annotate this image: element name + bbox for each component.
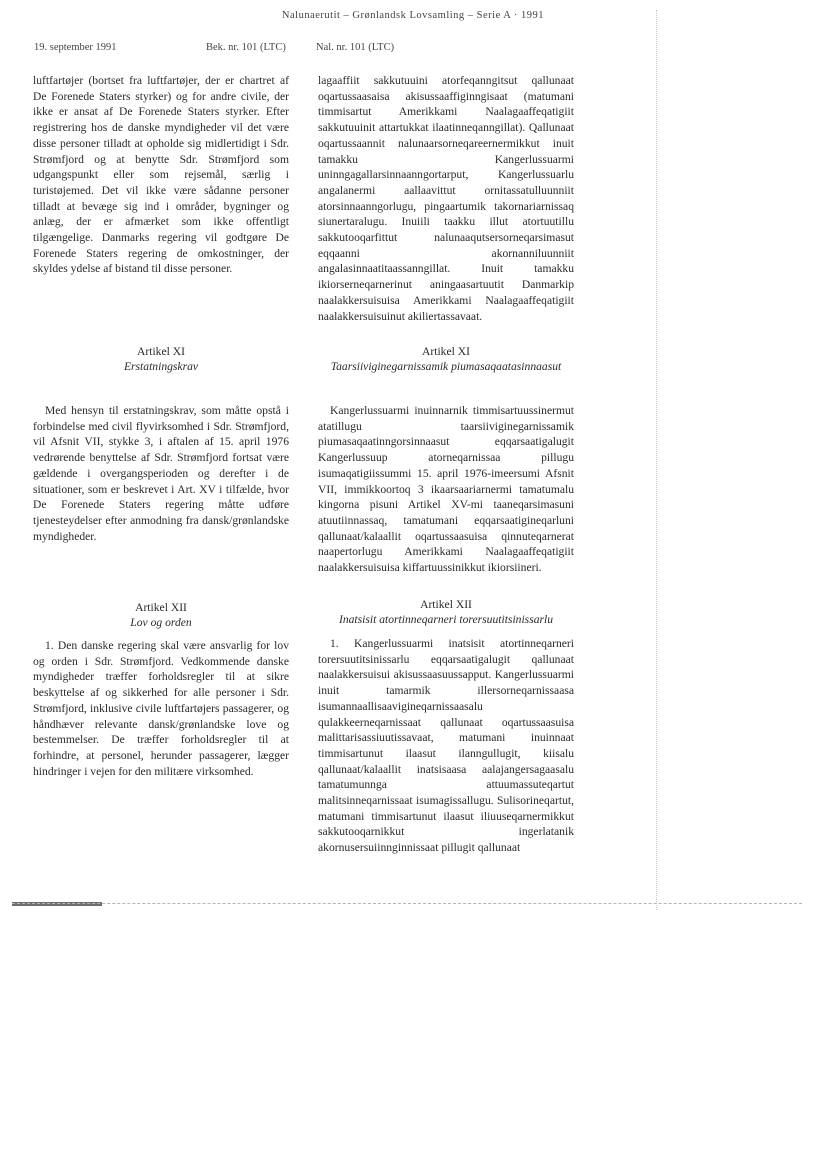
left-article-12-title: Artikel XII [135, 601, 187, 614]
right-article-12-body [318, 636, 574, 856]
right-intro-paragraph: lagaaffiit sakkutuuini atorfeqanngitsut qallunaat oqartussaasaisa akisussaaffiginngisaat (matumani timmisartut Amerikkami Naalagaaffeqatigiit sakkutuuinit attartukkat ilaatinneqanngillat). Qallunaat oqartussaannit nalunaarsorneqareernermikkut inuit tamakku Kangerlussuarmi uninngagallarsinnaanngortarput, Kangerlussuarlu angalanermi aallaavittut ornitassatulluunniit atorsinnaanngorlugu, pingaartumik takornariarnissaq siunertaralugu. Inuiili taakku illut atortuutillu sakkutooqarfittut nalunaaqutsersorneqarsimasut eqqaanni akornanniluunniit angalasinnaatitaassanngillat. Inuit tamakku ikiorserneqarnerinut aningaasartuutit Danmarkip naalakkersuisuisa Amerikkami Naalagaaffeqatigiit naalakkersuisuinut akiliertassavaat. [318, 74, 574, 323]
publication-date: 19. september 1991 [34, 42, 117, 53]
left-article-11-subtitle: Erstatningskrav [123, 360, 199, 373]
page-bottom-rule [12, 903, 802, 905]
right-article-11-text: Kangerlussuarmi inuinnarnik timmisartuussinermut atatillugu taarsiiviginegarnissamik piumasaqaatinngorsinnaasut eqqarsaatigalugit Kangerlussuup atorneqarnissaa pillugu isumaqatigiissummi 15. april 1976-imeersumi Afsnit VII, immikkoortoq 3 ikaarsaariarnermi tamatumalu kingorna pisuni Artikel XV-mi taaneqarsimasuni atuutiinnassaq, tamatumani eqqarsaatigineqarluni qallunaat/kalaallit oqartussaasuisa qinnuteqarnerat naapertorlugu Amerikkami Naalagaaffeqatigiit naalakkersuisuisa kiffartuussinikkut ikiorsiineri. [318, 404, 574, 575]
left-intro-paragraph: luftfartøjer (bortset fra luftfartøjer, der er chartret af De Forenede Staters styrker) og for andre civile, der ikke er ansat af De Forenede Staters styrker. Efter registrering hos de danske myndigheder vil det være disse personer tilladt at opholde sig midlertidigt i Sdr. Strømfjord og at benytte Sdr. Strømfjord som udgangspunkt eller som rejsemål, særlig i turistøjemed. Det vil ikke være sådanne personer tilladt at bevæge sig ind i områder, bygninger og anlæg, der er afmærket som ikke offentligt tilgængelige. Danmarks regering vil godtgøre De Forenede Staters regering de omkostninger, der skyldes ydelse af bistand til disse personer. [33, 74, 289, 276]
page-edge-marks [646, 10, 657, 910]
right-article-11-heading [318, 344, 574, 374]
right-column-intro [318, 73, 574, 324]
right-article-12-subtitle: Inatsisit atortinneqarneri torersuutitsinissarlu [338, 613, 554, 626]
right-article-12-text: 1. Kangerlussuarmi inatsisit atortinneqarneri torersuutitsinissarlu eqqarsaatigalugit qallunaat naalakkersuisui akisussaasuussapput. Kangerlussuarmi inuit tamarmik illersorneqarnissaasa isumannaallisaavigineqarnissaasalu qulakkeerneqarnissaat qallunaat oqartussaasuisa malittarisassiuutissavaat, matumani inuinnaat timmisartunut ilaasut ilanngullugit, kiisalu qallunaat/kalaallit inatsisaasa aalajangersagaasalu tamatumunnga attuumassuteqartut malitsinneqarnissaat isumagissallugu. Sulisorineqartut, matumani timmisartunut ilaasut iliuuseqarnermikkut sakkutooqarnikkut ingerlatanik akornusersuiinnginnissaat pillugit qallunaat [318, 637, 574, 855]
left-article-12-text: 1. Den danske regering skal være ansvarlig for lov og orden i Sdr. Strømfjord. Vedkommende danske myndigheder træffer forholdsregler til at sikre beskyttelse af og sikkerhed for alle personer i Sdr. Strømfjord, inklusive civile luftfartøjers passagerer, og håndhæver relevante dansk/grønlandske love og bestemmelser. De træffer forholdsregler til at forhindre, at personel, herunder passagerer, lægger hindringer i vejen for den militære virksomhed. [33, 639, 289, 778]
left-article-12-subtitle: Lov og orden [130, 616, 192, 629]
reference-number-greenlandic: Nal. nr. 101 (LTC) [316, 42, 395, 53]
right-article-12-heading [318, 597, 574, 627]
left-article-11-body [33, 403, 289, 544]
right-article-11-body [318, 403, 574, 576]
right-article-12-title: Artikel XII [420, 598, 472, 611]
page-header-title: Nalunaerutit – Grønlandsk Lovsamling – Serie A · 1991 [281, 10, 545, 21]
left-article-12-body [33, 638, 289, 779]
left-article-11-title: Artikel XI [137, 345, 185, 358]
reference-number-danish: Bek. nr. 101 (LTC) [206, 42, 286, 53]
left-column-intro [33, 73, 289, 277]
right-article-11-subtitle: Taarsiiviginegarnissamik piumasaqaatasinnaasut [330, 360, 562, 373]
left-article-12-heading [33, 600, 289, 630]
left-article-11-heading [33, 344, 289, 374]
left-article-11-text: Med hensyn til erstatningskrav, som måtte opstå i forbindelse med civil flyvirksomhed i Sdr. Strømfjord, vil Afsnit VII, stykke 3, i aftalen af 15. april 1976 vedrørende benyttelse af Sdr. Strømfjord fortsat være gældende i overgangsperioden og derefter i de situationer, som er beskrevet i Art. XV i tilfælde, hvor De Forenede Staters regering måtte udføre tjenesteydelser efter anmodning fra dansk/grønlandske myndigheder. [33, 404, 289, 543]
right-article-11-title: Artikel XI [422, 345, 470, 358]
